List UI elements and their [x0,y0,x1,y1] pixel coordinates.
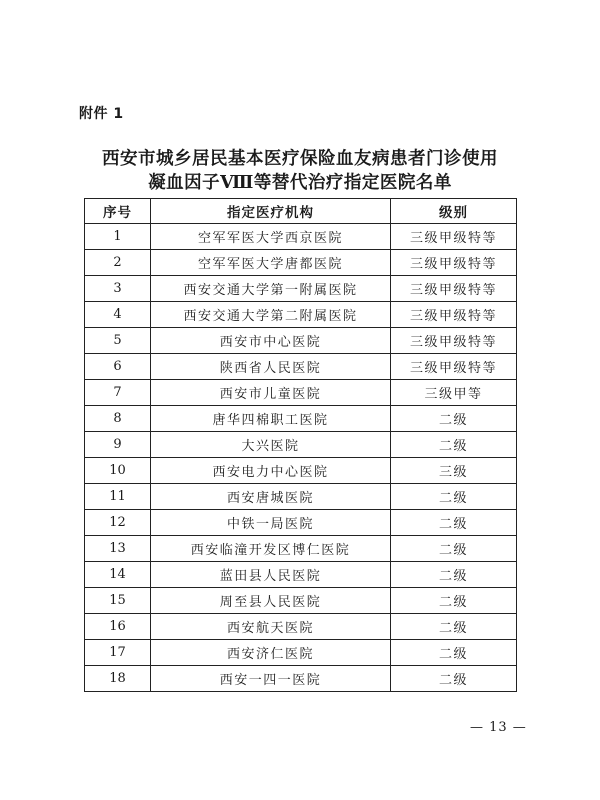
column-header-hospital: 指定医疗机构 [151,199,391,224]
table-row [85,588,517,614]
row-number-cell: 1 [85,224,151,250]
hospital-level-cell: 二级 [391,640,517,666]
hospital-name-cell: 陕西省人民医院 [151,354,391,380]
column-header-number: 序号 [85,199,151,224]
hospital-name-cell: 西安交通大学第一附属医院 [151,276,391,302]
column-header-level: 级别 [391,199,517,224]
row-number-cell: 5 [85,328,151,354]
row-number-cell: 12 [85,510,151,536]
table-row [85,458,517,484]
hospital-level-cell: 二级 [391,536,517,562]
document-title-line-2: 凝血因子Ⅷ等替代治疗指定医院名单 [148,173,452,193]
page-number: — 13 — [470,720,527,735]
hospital-level-cell: 三级甲级特等 [391,302,517,328]
row-number-cell: 2 [85,250,151,276]
row-number-cell: 4 [85,302,151,328]
table-row [85,536,517,562]
table-row [85,380,517,406]
table-row [85,302,517,328]
row-number-cell: 14 [85,562,151,588]
hospital-level-cell: 三级甲级特等 [391,328,517,354]
row-number-cell: 16 [85,614,151,640]
table-body [85,224,517,692]
hospital-level-cell: 二级 [391,666,517,692]
hospital-name-cell: 西安交通大学第二附属医院 [151,302,391,328]
table-row [85,666,517,692]
table-row [85,276,517,302]
hospital-level-cell: 三级甲级特等 [391,276,517,302]
hospital-level-cell: 二级 [391,588,517,614]
hospital-table [84,198,517,692]
table-row [85,224,517,250]
row-number-cell: 10 [85,458,151,484]
row-number-cell: 3 [85,276,151,302]
row-number-cell: 18 [85,666,151,692]
hospital-name-cell: 西安电力中心医院 [151,458,391,484]
hospital-name-cell: 周至县人民医院 [151,588,391,614]
hospital-name-cell: 大兴医院 [151,432,391,458]
hospital-name-cell: 西安济仁医院 [151,640,391,666]
table-header-row [85,199,517,224]
hospital-name-cell: 西安一四一医院 [151,666,391,692]
hospital-name-cell: 西安唐城医院 [151,484,391,510]
hospital-level-cell: 二级 [391,432,517,458]
row-number-cell: 9 [85,432,151,458]
table-row [85,250,517,276]
hospital-level-cell: 二级 [391,406,517,432]
table-row [85,432,517,458]
hospital-level-cell: 三级甲级特等 [391,224,517,250]
table-row [85,562,517,588]
hospital-name-cell: 西安市中心医院 [151,328,391,354]
hospital-level-cell: 三级 [391,458,517,484]
table-row [85,614,517,640]
hospital-level-cell: 三级甲等 [391,380,517,406]
hospital-level-cell: 二级 [391,484,517,510]
hospital-level-cell: 二级 [391,614,517,640]
hospital-level-cell: 三级甲级特等 [391,250,517,276]
row-number-cell: 15 [85,588,151,614]
hospital-name-cell: 西安临潼开发区博仁医院 [151,536,391,562]
hospital-name-cell: 西安市儿童医院 [151,380,391,406]
hospital-name-cell: 空军军医大学西京医院 [151,224,391,250]
table-row [85,484,517,510]
row-number-cell: 7 [85,380,151,406]
hospital-level-cell: 二级 [391,562,517,588]
hospital-name-cell: 中铁一局医院 [151,510,391,536]
hospital-level-cell: 三级甲级特等 [391,354,517,380]
row-number-cell: 8 [85,406,151,432]
hospital-name-cell: 西安航天医院 [151,614,391,640]
hospital-name-cell: 唐华四棉职工医院 [151,406,391,432]
row-number-cell: 11 [85,484,151,510]
table-row [85,510,517,536]
row-number-cell: 6 [85,354,151,380]
row-number-cell: 17 [85,640,151,666]
document-title-line-1: 西安市城乡居民基本医疗保险血友病患者门诊使用 [102,149,498,169]
table-row [85,328,517,354]
hospital-name-cell: 空军军医大学唐都医院 [151,250,391,276]
table-row [85,640,517,666]
attachment-label: 附件 1 [79,106,124,122]
row-number-cell: 13 [85,536,151,562]
hospital-name-cell: 蓝田县人民医院 [151,562,391,588]
table-row [85,406,517,432]
hospital-level-cell: 二级 [391,510,517,536]
table-row [85,354,517,380]
